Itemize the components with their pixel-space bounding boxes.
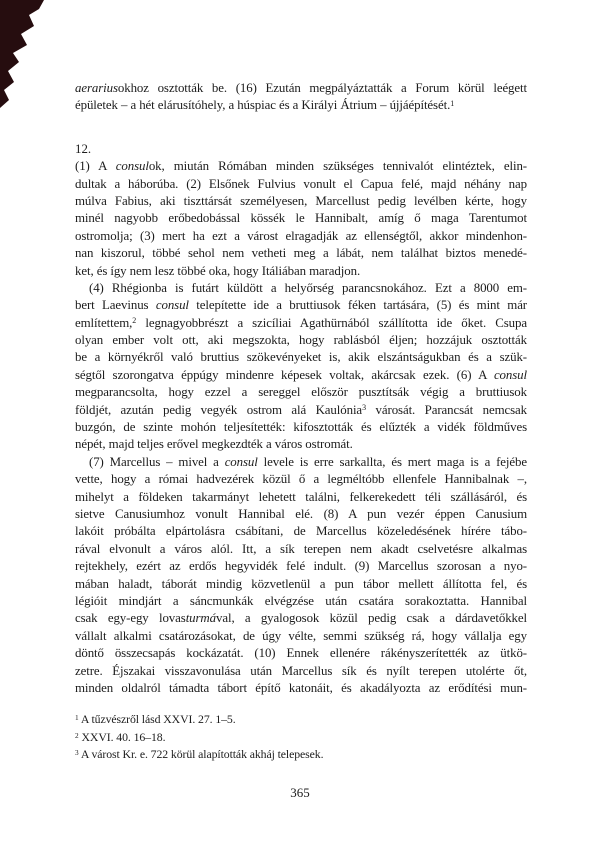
text-line — [75, 315, 527, 332]
text-segment: csak egy-egy lovas — [75, 611, 186, 626]
text-line — [75, 332, 527, 349]
text-line — [75, 297, 527, 314]
text-line — [75, 454, 527, 471]
footnote-ref: 3 — [362, 403, 367, 413]
text-line — [75, 384, 527, 401]
text-segment: A várost Kr. e. 722 körül alapították akháj telepesek. — [78, 747, 324, 762]
text-segment: legnagyobbrészt a szicíliai Agathürnából szállította ide őket. Csupa — [136, 315, 527, 330]
text-line — [75, 158, 527, 175]
text-segment: ket, és így nem lesz többé oka, hogy Itáliában maradjon. — [75, 263, 361, 278]
text-segment: consul — [115, 159, 149, 174]
text-segment: rával elvonult a város alól. Itt, a sík terepen nem akadt cselvetésre alkalmas — [75, 541, 527, 556]
text-line — [75, 711, 527, 729]
text-segment: zetre. Éjszakai visszavonulása után Marcellus sík és nyílt terepen utolérte őt, — [75, 663, 527, 678]
text-segment: olyan ember volt ott, aki megszokta, hogy rablásból éljen; hozzájuk osztották — [75, 333, 527, 348]
text-line — [75, 746, 527, 764]
text-segment: val, a gyalogosok közül pedig csak a dárdavetőkkel — [216, 611, 528, 626]
text-segment: vette, hogy a római hadvezérek közül ő a legméltóbb ellenfele Hannibalnak –, — [75, 472, 527, 487]
text-segment: (4) Rhégionba is futárt küldött a helyőrség parancsnokához. Ezt a 8000 em- — [89, 280, 527, 295]
text-segment: bert Laevinus — [75, 298, 156, 313]
text-segment: levele is erre sarkallta, és mert maga is a fejébe — [257, 454, 527, 469]
text-segment: földjét, azután pedig vegyék ostrom alá Kaulónia — [75, 402, 363, 417]
text-segment: mihelyt a földeken takarmányt lehetett találni, felkerekedett téli szállásáról, és — [75, 489, 527, 504]
text-line — [75, 97, 527, 114]
text-line — [75, 349, 527, 366]
text-segment: sietve Canusiumhoz vonult Hannibal elé. (8) A pun vezér éppen Canusium — [75, 506, 527, 521]
text-line — [75, 663, 527, 680]
text-segment: rejtekhely, ezért az erdős hegyvidék felé indult. (9) Marcellus szorosan a nyo- — [75, 559, 527, 574]
text-line — [75, 576, 527, 593]
text-line — [75, 228, 527, 245]
text-segment: consul — [493, 367, 527, 382]
text-segment: aerarius — [75, 81, 118, 95]
text-segment: A tűzvészről lásd XXVI. 27. 1–5. — [78, 712, 236, 727]
text-segment: megparancsolta, hogy ezzel a sereggel először pusztítsák végig a bruttiusok — [75, 385, 527, 400]
text-segment: népét, majd teljes erővel megkezdték a város ostromát. — [75, 437, 353, 452]
text-line — [75, 729, 527, 747]
text-line — [75, 610, 527, 627]
text-line — [75, 645, 527, 662]
text-line — [75, 245, 527, 262]
footnote-ref: 1 — [450, 98, 455, 108]
text-segment: minél nagyobb erőbedobással kössék le Hannibalt, amíg ő maga Tarentumot — [75, 211, 527, 226]
footnote-ref: 1 — [75, 713, 79, 722]
text-line — [75, 541, 527, 558]
text-segment: XXVI. 40. 16–18. — [78, 729, 166, 744]
text-line — [75, 523, 527, 540]
text-line — [75, 402, 527, 419]
text-block — [75, 80, 527, 764]
text-segment: okhoz osztották be. (16) Ezután megpályáztatták a Forum körül leégett — [117, 81, 527, 95]
text-line — [75, 176, 527, 193]
text-segment: consul — [155, 298, 189, 313]
text-line — [75, 210, 527, 227]
text-line — [75, 80, 527, 97]
text-segment: minden oldalról támadta tábort építő katonáit, és akadályozta az erődítési mun- — [75, 680, 527, 695]
text-segment: consul — [224, 454, 258, 469]
text-segment: lakóit próbálta elpártolásra csábítani, de Marcellus közeledésének hírére tábo- — [75, 524, 527, 539]
paragraph-intro — [75, 80, 527, 115]
text-segment: (1) A — [75, 159, 116, 174]
text-line — [75, 489, 527, 506]
text-segment: ségtől szorongatva éppúgy mindenre képesek voltak, akárcsak ezek. (6) A — [75, 367, 494, 382]
text-line — [75, 263, 527, 280]
scan-corner-artifact — [0, 0, 46, 118]
text-line — [75, 419, 527, 436]
text-segment: telepítette ide a bruttiusok féken tartására, (5) és mint már — [188, 298, 528, 313]
text-segment: (7) Marcellus – mivel a — [89, 454, 225, 469]
text-line — [75, 471, 527, 488]
text-line — [75, 593, 527, 610]
footnote-ref: 3 — [75, 748, 79, 757]
text-line — [75, 436, 527, 453]
text-segment: nan kiszorul, többé sehol nem vetheti meg a lábát, nem találhat biztos menedé- — [75, 246, 527, 261]
text-segment: mában haladt, táborát mindig közvetlenül a pun tábor mellett állította fel, és — [75, 576, 527, 591]
text-segment: múlva Fabius, aki tiszttársát személyesen, Marcellust pedig levélben kérte, hogy — [75, 193, 527, 208]
section-number: 12. — [75, 141, 92, 156]
text-segment: be a környékről való bruttius szökevényeket is, akik elszántságukban és a szük- — [75, 350, 527, 365]
text-line — [75, 193, 527, 210]
text-segment: légióit mindjárt a sáncmunkák elvégzése után csatára sorakoztatta. Hannibal — [75, 593, 527, 608]
text-segment: ok, miután Rómában minden szükséges tennivalót elintéztek, elin- — [148, 159, 527, 174]
text-segment: dultak a háborúba. (2) Elsőnek Fulvius vonult el Capua felé, majd néhány nap — [75, 176, 527, 191]
text-segment: városát. Parancsát nemcsak — [366, 402, 527, 417]
text-segment: döntő összecsapás kockázatát. (10) Ennek ellenére rákényszerítették az ütkö- — [75, 646, 527, 661]
text-line — [75, 680, 527, 697]
text-segment: ostromolja; (3) mert ha ezt a várost elragadják az ellenségtől, akkor mindenhon- — [75, 228, 527, 243]
footnote-ref: 2 — [132, 316, 137, 326]
text-segment: vállalt alkalmi csatározásokat, de úgy vélte, semmi szükség rá, hogy vállalja egy — [75, 628, 527, 643]
text-segment: említettem, — [75, 315, 133, 330]
text-line — [75, 506, 527, 523]
footnote-ref: 2 — [75, 730, 79, 740]
text-line — [75, 367, 527, 384]
text-line — [75, 558, 527, 575]
torn-edge-shape — [0, 0, 44, 108]
paragraph-body — [75, 158, 527, 697]
text-segment: turmá — [185, 611, 216, 626]
footnotes — [75, 711, 527, 764]
text-line — [75, 628, 527, 645]
text-segment: épületek – a hét elárusítóhely, a húspiac és a Királyi Átrium – újjáépítését. — [75, 98, 451, 113]
text-segment: buzgón, de szinte mohón teljesítették: kifosztották és elűzték a vidék földműves — [75, 420, 527, 435]
text-line — [75, 280, 527, 297]
page-number: 365 — [290, 785, 310, 800]
